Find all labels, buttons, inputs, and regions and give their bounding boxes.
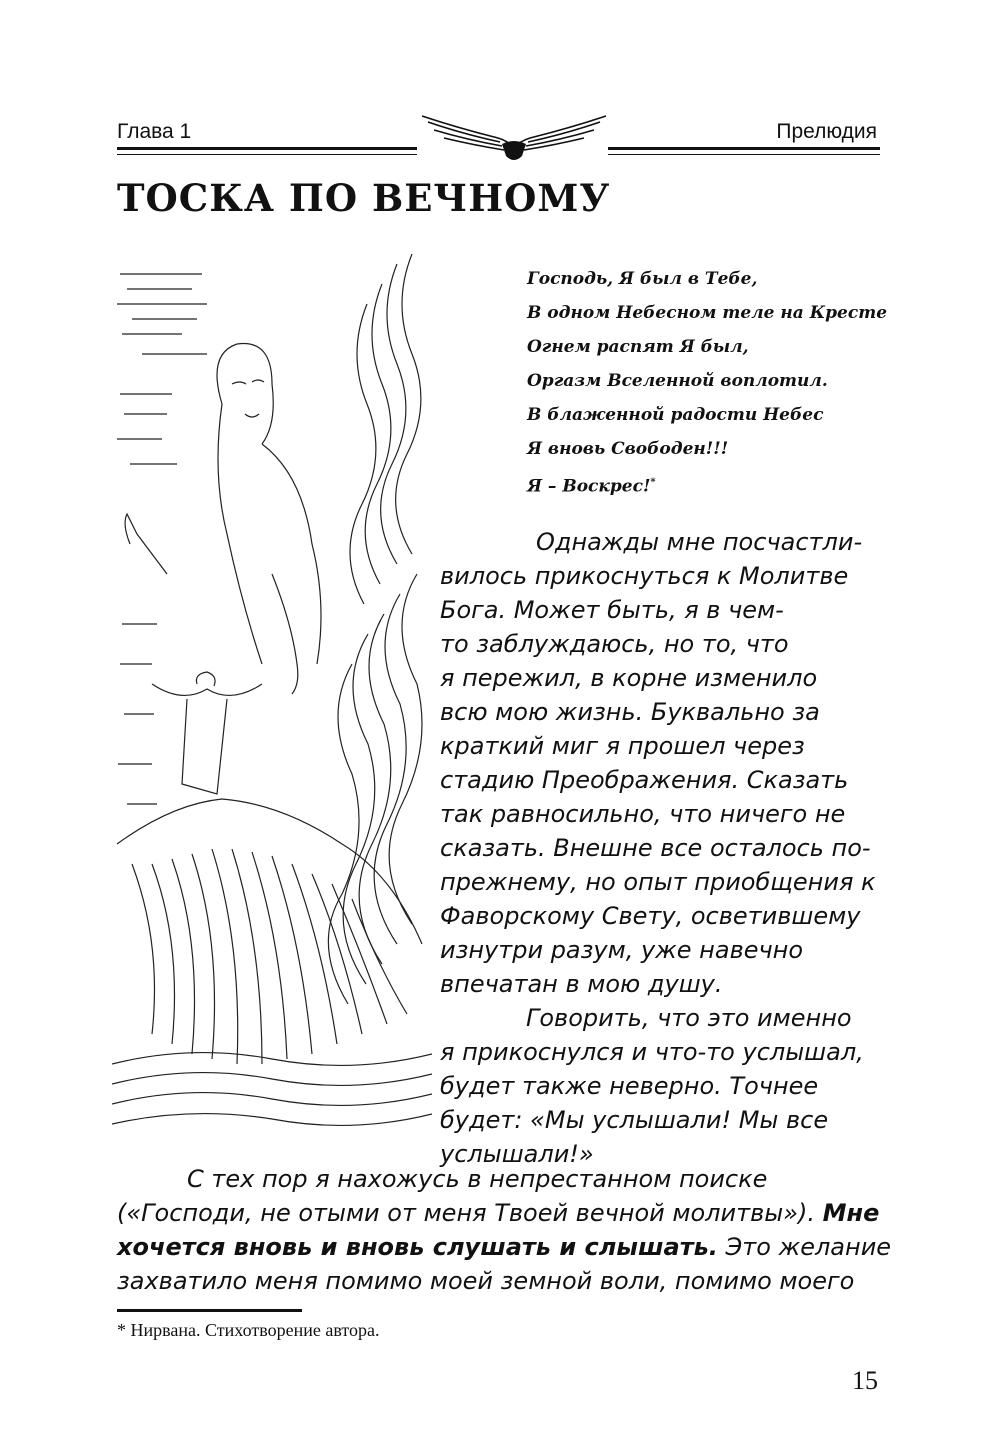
text-line — [117, 1196, 882, 1230]
text-line: краткий миг я прошел через — [440, 732, 805, 760]
chapter-label: Глава 1 — [117, 120, 192, 143]
bold-text: хочется вновь и вновь слушать и слышать. — [117, 1233, 718, 1261]
text-line: впечатан в мою душу. — [440, 970, 723, 998]
text-line: услышали!» — [440, 1140, 594, 1168]
text-line: так равносильно, что ничего не — [440, 800, 846, 828]
text-line: Бога. Может быть, я в чем- — [440, 596, 784, 624]
header-rule-left-thin — [117, 154, 417, 155]
text-line: то заблуждаюсь, но то, что — [440, 630, 789, 658]
poem-line: Огнем распят Я был, — [527, 337, 749, 357]
text-line: прежнему, но опыт приобщения к — [440, 868, 876, 896]
text-line: стадию Преображения. Сказать — [440, 766, 849, 794]
text-span: Это желание — [725, 1233, 892, 1261]
poem-line: Господь, Я был в Тебе, — [527, 269, 758, 289]
footnote-rule — [117, 1309, 302, 1312]
poem-line: Оргазм Вселенной воплотил. — [527, 371, 828, 391]
page-number: 15 — [852, 1366, 878, 1395]
chapter-title: ТОСКА ПО ВЕЧНОМУ — [117, 176, 611, 220]
illustration — [112, 244, 432, 1139]
text-line: изнутри разум, уже навечно — [440, 936, 804, 964]
text-line: вилось прикоснуться к Молитве — [440, 562, 849, 590]
text-line: Однажды мне посчастли- — [536, 528, 863, 556]
header-rule-right — [608, 147, 880, 150]
footnote: * Нирвана. Стихотворение автора. — [117, 1320, 380, 1340]
footnote-marker: * — [650, 477, 656, 488]
text-line — [117, 1230, 892, 1264]
winged-ornament-icon — [418, 108, 610, 168]
header-rule-left — [117, 147, 417, 150]
poem-line-last — [527, 466, 887, 504]
poem-line: Я – Воскрес! — [527, 476, 651, 497]
text-line: Говорить, что это именно — [526, 1004, 852, 1032]
text-line: сказать. Внешне все осталось по- — [440, 834, 871, 862]
text-line: захватило меня помимо моей земной воли, помимо моего — [117, 1267, 855, 1295]
poem-line: В блаженной радости Небес — [527, 405, 824, 425]
full-width-paragraph — [117, 1162, 892, 1298]
text-line: будет также неверно. Точнее — [440, 1072, 819, 1100]
text-line: я пережил, в корне изменило — [440, 664, 818, 692]
poem — [527, 262, 887, 504]
text-line: будет: «Мы услышали! Мы все — [440, 1106, 829, 1134]
header-rule-right-thin — [608, 154, 880, 155]
section-label: Прелюдия — [776, 120, 877, 143]
text-line: Фаворскому Свету, осветившему — [440, 902, 861, 930]
text-span: («Господи, не отыми от меня Твоей вечной молитвы»). — [117, 1199, 815, 1227]
text-line: С тех пор я нахожусь в непрестанном поиске — [187, 1165, 768, 1193]
body-column — [440, 525, 880, 1171]
poem-line: Я вновь Свободен!!! — [527, 439, 729, 459]
text-line: всю мою жизнь. Буквально за — [440, 698, 820, 726]
poem-line: В одном Небесном теле на Кресте — [527, 303, 888, 323]
bold-text: Мне — [822, 1199, 880, 1227]
text-line: я прикоснулся и что-то услышал, — [440, 1038, 864, 1066]
